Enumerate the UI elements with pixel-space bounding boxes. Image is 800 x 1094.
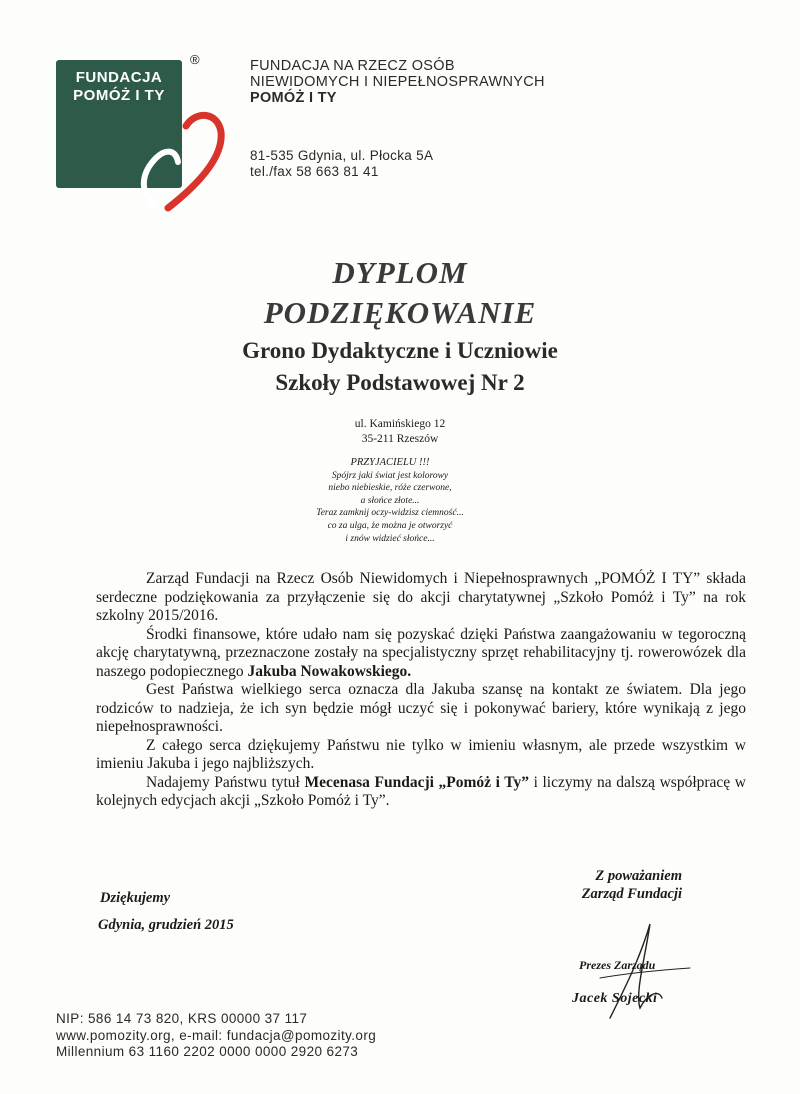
signer-title: Prezes Zarządu bbox=[579, 958, 656, 972]
body-paragraph bbox=[96, 774, 746, 811]
place-date: Gdynia, grudzień 2015 bbox=[98, 917, 234, 933]
poem bbox=[0, 457, 780, 545]
poem-line: a słońce złote... bbox=[360, 495, 420, 506]
poem-line: co za ulga, że można je otworzyć bbox=[327, 520, 453, 531]
org-name bbox=[250, 58, 545, 106]
poem-line: i znów widzieć słońce... bbox=[345, 533, 435, 544]
org-name-line3: POMÓŻ I TY bbox=[250, 90, 337, 106]
beneficiary-name: Jakuba Nowakowskiego. bbox=[247, 662, 412, 680]
heart-icon bbox=[56, 60, 236, 220]
recipient-line2: Szkoły Podstawowej Nr 2 bbox=[275, 370, 525, 395]
footer-bank-account: Millennium 63 1160 2202 0000 0000 2920 6273 bbox=[56, 1044, 359, 1059]
logo-text-line1: FUNDACJA bbox=[75, 69, 163, 86]
diploma-title: DYPLOM bbox=[332, 255, 468, 290]
logo-text-line2: POMÓŻ I TY bbox=[73, 87, 165, 104]
org-name-line1: FUNDACJA NA RZECZ OSÓB bbox=[250, 58, 455, 74]
recipient-line1: Grono Dydaktyczne i Uczniowie bbox=[242, 338, 558, 363]
poem-line: Teraz zamknij oczy-widzisz ciemność... bbox=[316, 508, 464, 519]
footer-info bbox=[56, 1011, 376, 1061]
body-paragraph: Gest Państwa wielkiego serca oznacza dla Jakuba szansę na kontakt ze światem. Dla jego rodziców to nadzieja, że ich syn będzie mógł uczyć się i pokonywać bariery, które wynikają z jego niepełnosprawności. bbox=[96, 681, 746, 735]
org-phone: tel./fax 58 663 81 41 bbox=[250, 164, 379, 179]
footer-web-email: www.pomozity.org, e-mail: fundacja@pomozity.org bbox=[56, 1027, 377, 1043]
poem-line: niebo niebieskie, róże czerwone, bbox=[328, 483, 452, 494]
footer-tax-ids: NIP: 586 14 73 820, KRS 00000 37 117 bbox=[56, 1011, 308, 1026]
thanks-text: Dziękujemy bbox=[100, 890, 171, 906]
registered-mark: ® bbox=[190, 52, 200, 67]
recipient-city: 35-211 Rzeszów bbox=[361, 433, 439, 445]
diploma-subtitle: PODZIĘKOWANIE bbox=[263, 295, 537, 330]
org-street: 81-535 Gdynia, ul. Płocka 5A bbox=[250, 148, 434, 163]
poem-title: PRZYJACIELU !!! bbox=[350, 457, 430, 468]
poem-line: Spójrz jaki świat jest kolorowy bbox=[331, 470, 449, 481]
signature-scribble bbox=[540, 918, 720, 1028]
regards-line1: Z poważaniem bbox=[595, 868, 682, 884]
patron-title: Mecenasa Fundacji „Pomóż i Ty” bbox=[304, 773, 529, 791]
foundation-logo bbox=[56, 60, 182, 188]
body-text-span: Nadajemy Państwu tytuł bbox=[146, 773, 305, 791]
body-text-span: Środki finansowe, które udało nam się pozyskać dzięki Państwa zaangażowaniu w tegoroczną akcję charytatywną, przeznaczone zostały na specjalistyczny sprzęt rehabilitacyjny tj. rowerowózek dla naszego podopiecznego bbox=[96, 625, 746, 680]
body-paragraph: Zarząd Fundacji na Rzecz Osób Niewidomych i Niepełnosprawnych „POMÓŻ I TY” składa serdeczne podziękowania za przyłączenie się do akcji charytatywnej „Szkoło Pomóż i Ty” na rok szkolny 2015/2016. bbox=[96, 570, 746, 624]
recipient-street: ul. Kamińskiego 12 bbox=[354, 418, 446, 430]
body-paragraph bbox=[96, 626, 746, 682]
signer-name: Jacek Sojecki bbox=[572, 991, 658, 1006]
regards-line2: Zarząd Fundacji bbox=[581, 886, 682, 902]
org-name-line2: NIEWIDOMYCH I NIEPEŁNOSPRAWNYCH bbox=[250, 74, 545, 90]
org-address bbox=[250, 148, 433, 180]
regards-block bbox=[582, 867, 682, 903]
body-text-span: i liczymy na dalszą współpracę w kolejnych edycjach akcji „Szkoło Pomóż i Ty”. bbox=[96, 773, 746, 809]
letter-body bbox=[96, 570, 746, 811]
body-paragraph: Z całego serca dziękujemy Państwu nie tylko w imieniu własnym, ale przede wszystkim w imieniu Jakuba i jego najbliższych. bbox=[96, 736, 746, 772]
